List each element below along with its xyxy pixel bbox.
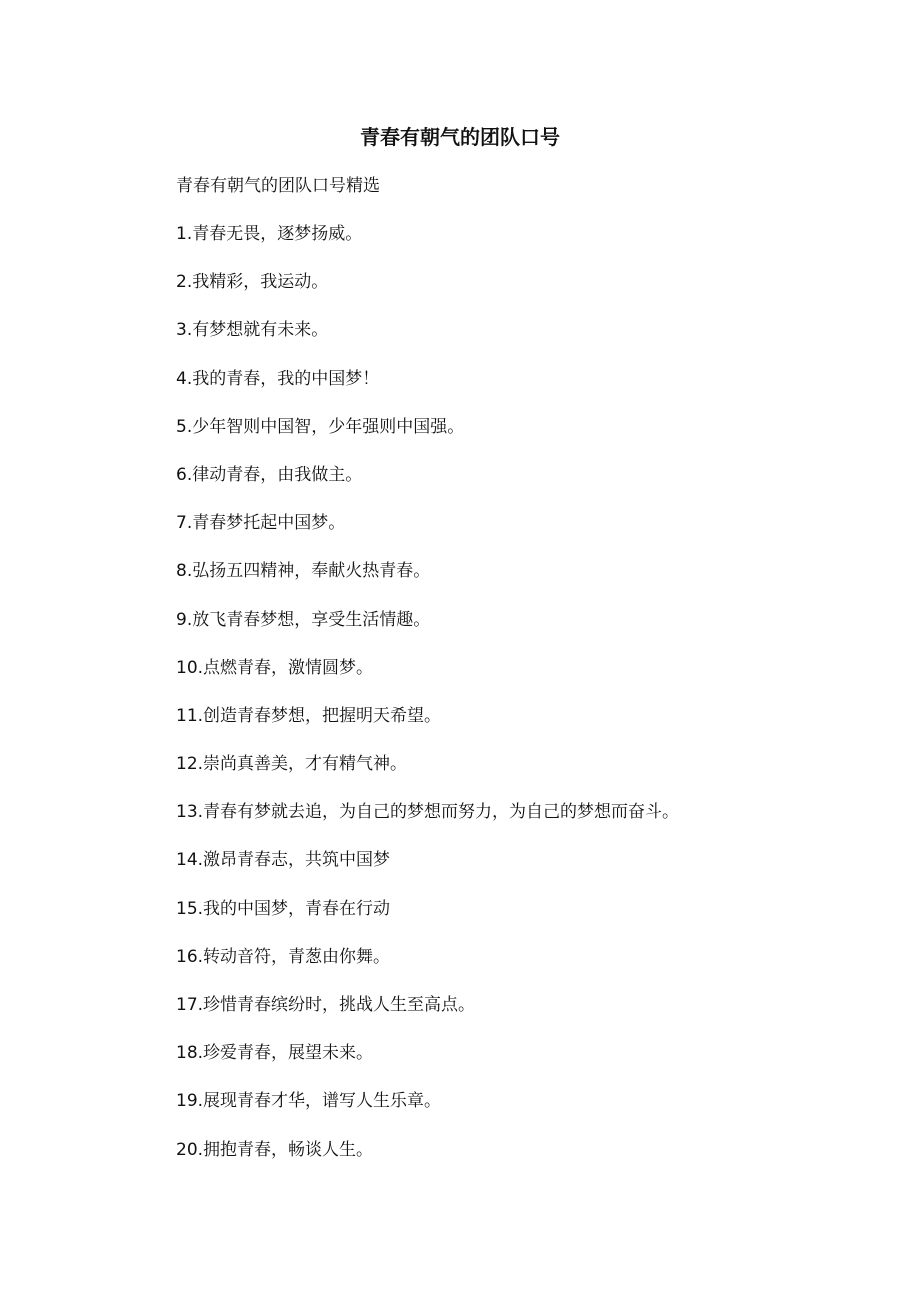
section-heading: 青春有朝气的团队口号精选 (176, 176, 380, 196)
list-item: 20.拥抱青春，畅谈人生。 (176, 1139, 374, 1160)
page-title: 青春有朝气的团队口号 (360, 125, 560, 149)
list-item: 7.青春梦托起中国梦。 (176, 513, 346, 534)
list-item: 4.我的青春，我的中国梦！ (176, 368, 380, 389)
list-item: 9.放飞青春梦想，享受生活情趣。 (176, 609, 431, 630)
list-item: 17.珍惜青春缤纷时，挑战人生至高点。 (176, 995, 476, 1015)
list-item: 12.崇尚真善美，才有精气神。 (176, 754, 408, 775)
list-item: 11.创造青春梦想，把握明天希望。 (176, 705, 442, 726)
list-item: 6.律动青春，由我做主。 (176, 464, 363, 485)
list-item: 3.有梦想就有未来。 (176, 320, 329, 341)
list-item: 2.我精彩，我运动。 (176, 272, 329, 293)
list-item: 13.青春有梦就去追，为自己的梦想而努力，为自己的梦想而奋斗。 (176, 802, 680, 823)
slogan-list (176, 220, 679, 1184)
list-item: 10.点燃青春，激情圆梦。 (176, 657, 374, 678)
list-item: 19.展现青春才华，谱写人生乐章。 (176, 1091, 442, 1112)
list-item: 16.转动音符，青葱由你舞。 (176, 946, 391, 967)
list-item: 14.激昂青春志，共筑中国梦 (176, 850, 391, 871)
list-item: 15.我的中国梦，青春在行动 (176, 898, 391, 919)
list-item: 8.弘扬五四精神，奉献火热青春。 (176, 561, 431, 582)
list-item: 5.少年智则中国智，少年强则中国强。 (176, 416, 465, 437)
list-item: 18.珍爱青春，展望未来。 (176, 1043, 374, 1064)
list-item: 1.青春无畏，逐梦扬威。 (176, 224, 363, 244)
